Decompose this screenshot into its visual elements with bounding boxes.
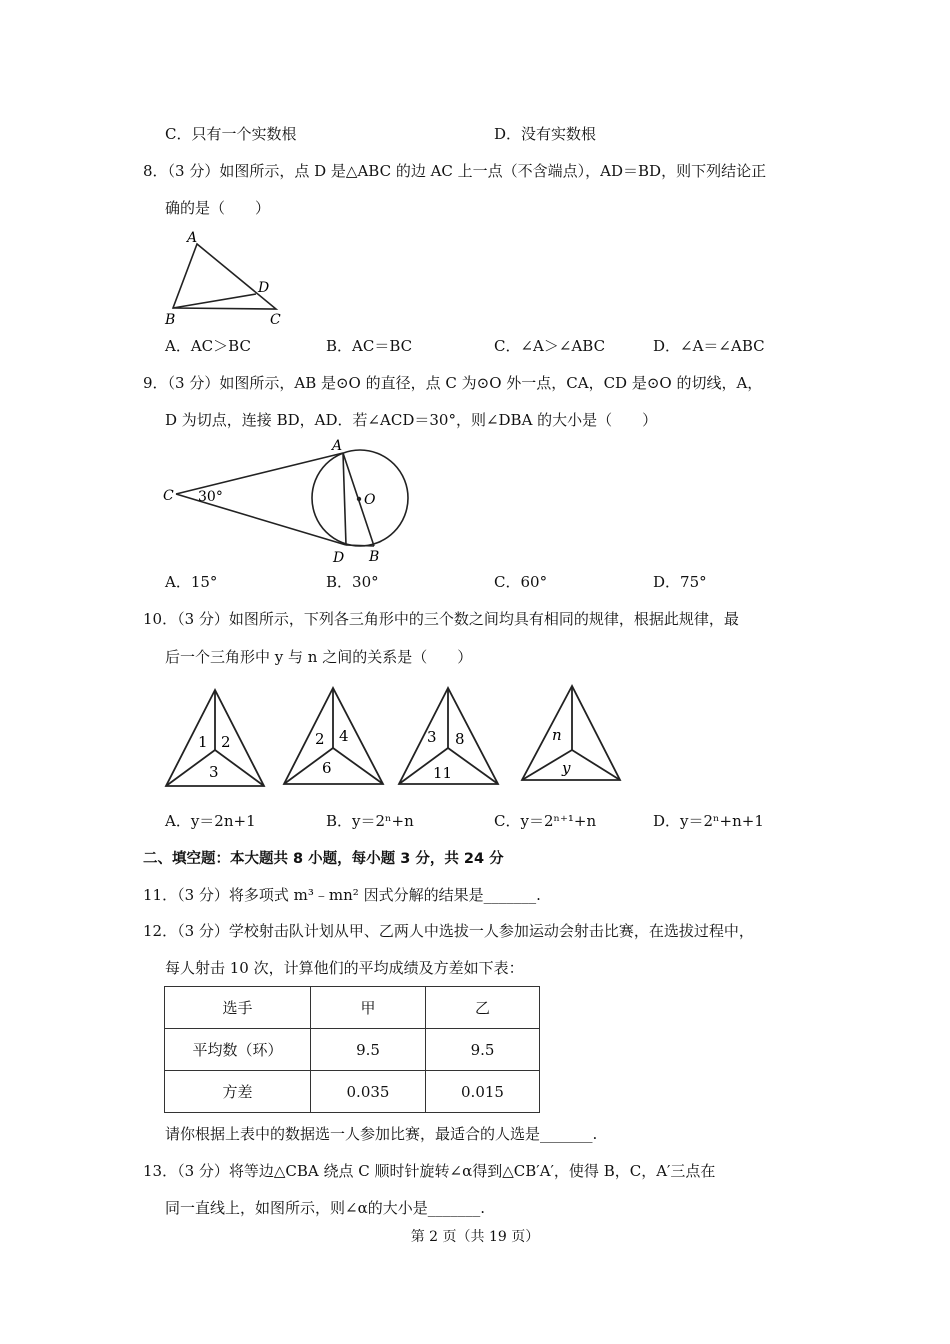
q9-label-c: C	[163, 488, 174, 504]
q10-stem-line1: 10．（3 分）如图所示，下列各三角形中的三个数之间均具有相同的规律，根据此规律，最	[143, 610, 739, 628]
q12-stem-line2: 每人射击 10 次，计算他们的平均成绩及方差如下表：	[165, 959, 524, 977]
q10-triangle-1	[166, 690, 264, 786]
q8-label-c: C	[270, 312, 281, 328]
q7-option-c: C．只有一个实数根	[165, 125, 297, 143]
q8-label-d: D	[258, 280, 270, 296]
q10-t3-bottom: 11	[433, 764, 453, 782]
q10-option-b: B．y＝2ⁿ+n	[326, 812, 414, 830]
table-cell: 0.015	[426, 1071, 540, 1113]
q10-t1-bottom: 3	[209, 763, 219, 781]
q9-stem-line2: D 为切点，连接 BD，AD．若∠ACD＝30°，则∠DBA 的大小是（ ）	[165, 411, 658, 429]
q13-stem-line2: 同一直线上，如图所示，则∠α的大小是_______.	[165, 1199, 485, 1217]
table-cell: 方差	[165, 1071, 311, 1113]
q8-stem-line1: 8．（3 分）如图所示，点 D 是△ABC 的边 AC 上一点（不含端点），AD＝BD，则下列结论正	[143, 162, 767, 180]
q7-option-d: D．没有实数根	[494, 125, 597, 143]
q10-t4-left: n	[552, 726, 562, 744]
q10-triangle-2	[284, 688, 383, 784]
page-footer: 第 2 页（共 19 页）	[410, 1229, 540, 1245]
q10-t3-right: 8	[455, 730, 465, 748]
table-cell: 9.5	[311, 1029, 426, 1071]
table-cell: 平均数（环）	[165, 1029, 311, 1071]
q10-option-d: D．y＝2ⁿ+n+1	[653, 812, 764, 830]
table-row	[165, 1029, 540, 1071]
table-header-row	[165, 987, 540, 1029]
q8-option-d: D．∠A＝∠ABC	[653, 337, 765, 355]
q10-t1-left: 1	[198, 733, 208, 751]
q8-triangle-figure	[160, 228, 290, 328]
q9-option-a: A．15°	[165, 573, 218, 591]
q13-stem-line1: 13．（3 分）将等边△CBA 绕点 C 顺时针旋转∠α得到△CB′A′，使得 B，C，A′三点在	[143, 1162, 716, 1180]
q11-stem: 11．（3 分）将多项式 m³﹣mn² 因式分解的结果是_______.	[143, 886, 541, 904]
q9-label-d: D	[333, 550, 345, 566]
table-header-cell: 选手	[165, 987, 311, 1029]
q12-stem-line1: 12．（3 分）学校射击队计划从甲、乙两人中选拔一人参加运动会射击比赛，在选拔过程中，	[143, 922, 754, 940]
q8-option-c: C．∠A＞∠ABC	[494, 337, 606, 355]
q12-score-table	[164, 986, 540, 1113]
q9-label-b: B	[369, 549, 380, 565]
q8-option-b: B．AC＝BC	[326, 337, 413, 355]
q10-triangles-figure	[160, 680, 630, 790]
q10-t2-right: 4	[339, 727, 349, 745]
table-header-cell: 甲	[311, 987, 426, 1029]
q9-option-b: B．30°	[326, 573, 379, 591]
q10-triangle-4	[522, 686, 620, 780]
q10-t2-left: 2	[315, 730, 325, 748]
q10-stem-line2: 后一个三角形中 y 与 n 之间的关系是（ ）	[165, 648, 473, 666]
table-header-cell: 乙	[426, 987, 540, 1029]
q12-question: 请你根据上表中的数据选一人参加比赛，最适合的人选是_______.	[165, 1125, 598, 1143]
table-row	[165, 1071, 540, 1113]
q10-t3-left: 3	[427, 728, 437, 746]
q10-t2-bottom: 6	[322, 759, 332, 777]
q9-label-a: A	[332, 438, 343, 454]
q10-option-c: C．y＝2ⁿ⁺¹+n	[494, 812, 597, 830]
q10-option-a: A．y＝2n+1	[165, 812, 256, 830]
q9-stem-line1: 9．（3 分）如图所示，AB 是⊙O 的直径，点 C 为⊙O 外一点，CA，CD 是⊙O 的切线，A，	[143, 374, 763, 392]
q8-option-a: A．AC＞BC	[165, 337, 251, 355]
q10-t1-right: 2	[221, 733, 231, 751]
q8-label-a: A	[187, 230, 198, 246]
q9-option-d: D．75°	[653, 573, 707, 591]
q10-triangle-3	[399, 688, 498, 784]
q8-label-b: B	[165, 312, 176, 328]
q9-angle-label: 30°	[198, 489, 223, 505]
q8-stem-line2: 确的是（ ）	[165, 199, 271, 217]
q10-t4-bottom: y	[562, 759, 571, 777]
q9-option-c: C．60°	[494, 573, 548, 591]
q9-circle-figure	[160, 436, 420, 566]
table-cell: 0.035	[311, 1071, 426, 1113]
q9-label-o: O	[364, 492, 376, 508]
section-2-heading: 二、填空题：本大题共 8 小题，每小题 3 分，共 24 分	[143, 851, 504, 867]
table-cell: 9.5	[426, 1029, 540, 1071]
